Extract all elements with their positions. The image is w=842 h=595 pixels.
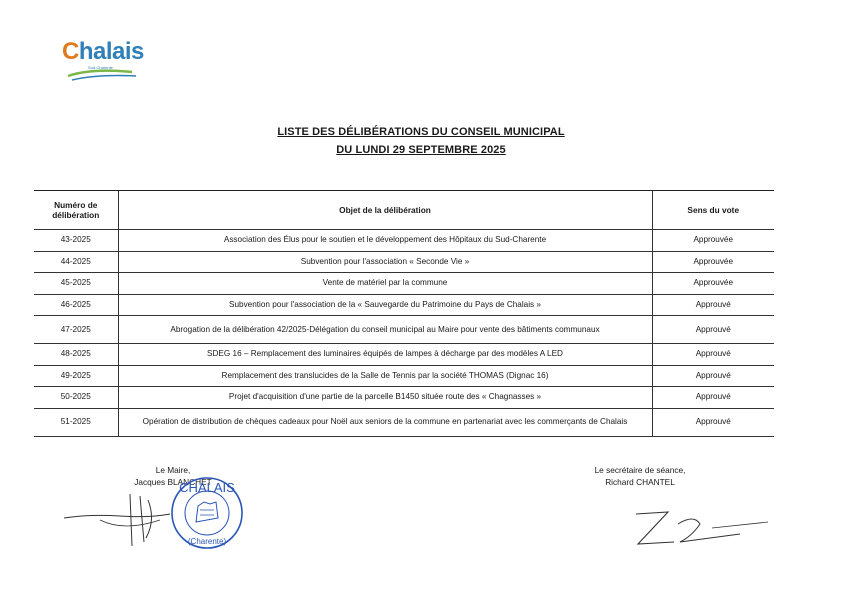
table-row: [34, 273, 774, 295]
table-row: [34, 387, 774, 409]
chalais-logo: [58, 36, 148, 86]
mayor-name: Jacques BLANCHET: [134, 477, 212, 487]
deliberation-object-cell: Vente de matériel par la commune: [118, 273, 652, 295]
secretary-signature-block: [560, 464, 720, 488]
coat-of-arms-icon: [196, 502, 218, 522]
vote-result-cell: Approuvée: [652, 273, 774, 295]
table-row: [34, 408, 774, 436]
deliberation-object-cell: Abrogation de la délibération 42/2025-Délégation du conseil municipal au Maire pour vente des bâtiments communaux: [118, 316, 652, 344]
header-objet: Objet de la délibération: [118, 191, 652, 230]
table-row: [34, 365, 774, 387]
secretary-role: Le secrétaire de séance,: [594, 465, 686, 475]
deliberation-object-cell: Association des Élus pour le soutien et le développement des Hôpitaux du Sud-Charente: [118, 230, 652, 252]
document-title-line-1: LISTE DES DÉLIBÉRATIONS DU CONSEIL MUNICIPAL: [277, 126, 565, 138]
deliberation-number-cell: 48-2025: [34, 344, 118, 366]
vote-result-cell: Approuvée: [652, 230, 774, 252]
table-row: [34, 251, 774, 273]
table-row: [34, 316, 774, 344]
vote-result-cell: Approuvé: [652, 316, 774, 344]
table-row: [34, 230, 774, 252]
deliberation-object-cell: Subvention pour l'association de la « Sauvegarde du Patrimoine du Pays de Chalais »: [118, 294, 652, 316]
deliberation-number-cell: 43-2025: [34, 230, 118, 252]
secretary-name: Richard CHANTEL: [605, 477, 675, 487]
table-header-row: [34, 191, 774, 230]
deliberation-object-cell: Subvention pour l'association « Seconde Vie »: [118, 251, 652, 273]
deliberation-number-cell: 44-2025: [34, 251, 118, 273]
deliberation-number-cell: 51-2025: [34, 408, 118, 436]
logo-wordmark: Chalais: [62, 38, 144, 65]
secretary-signature-scribble: [628, 504, 778, 554]
deliberation-object-cell: Remplacement des translucides de la Salle de Tennis par la société THOMAS (Dignac 16): [118, 365, 652, 387]
deliberation-number-cell: 49-2025: [34, 365, 118, 387]
deliberation-object-cell: Projet d'acquisition d'une partie de la parcelle B1450 située route des « Chagnasses »: [118, 387, 652, 409]
deliberation-number-cell: 46-2025: [34, 294, 118, 316]
vote-result-cell: Approuvé: [652, 294, 774, 316]
logo-subtitle: Sud-Charente: [88, 65, 113, 70]
document-title-line-2: DU LUNDI 29 SEPTEMBRE 2025: [336, 144, 506, 156]
vote-result-cell: Approuvé: [652, 408, 774, 436]
deliberation-object-cell: SDEG 16 – Remplacement des luminaires équipés de lampes à décharge par des modèles A LED: [118, 344, 652, 366]
town-hall-stamp: [168, 474, 246, 552]
deliberation-number-cell: 47-2025: [34, 316, 118, 344]
stamp-top-text: CHALAIS: [179, 480, 235, 495]
header-numero: Numéro de délibération: [34, 191, 118, 230]
stamp-bottom-text: (Charente): [187, 537, 227, 546]
table-row: [34, 344, 774, 366]
table-row: [34, 294, 774, 316]
deliberations-table: [34, 190, 774, 437]
vote-result-cell: Approuvé: [652, 365, 774, 387]
mayor-signature-scribble: [60, 490, 180, 550]
header-vote: Sens du vote: [652, 191, 774, 230]
vote-result-cell: Approuvé: [652, 387, 774, 409]
vote-result-cell: Approuvée: [652, 251, 774, 273]
deliberation-object-cell: Opération de distribution de chèques cadeaux pour Noël aux seniors de la commune en partenariat avec les commerçants de Chalais: [118, 408, 652, 436]
deliberation-number-cell: 45-2025: [34, 273, 118, 295]
deliberation-number-cell: 50-2025: [34, 387, 118, 409]
vote-result-cell: Approuvé: [652, 344, 774, 366]
mayor-role: Le Maire,: [155, 465, 191, 475]
